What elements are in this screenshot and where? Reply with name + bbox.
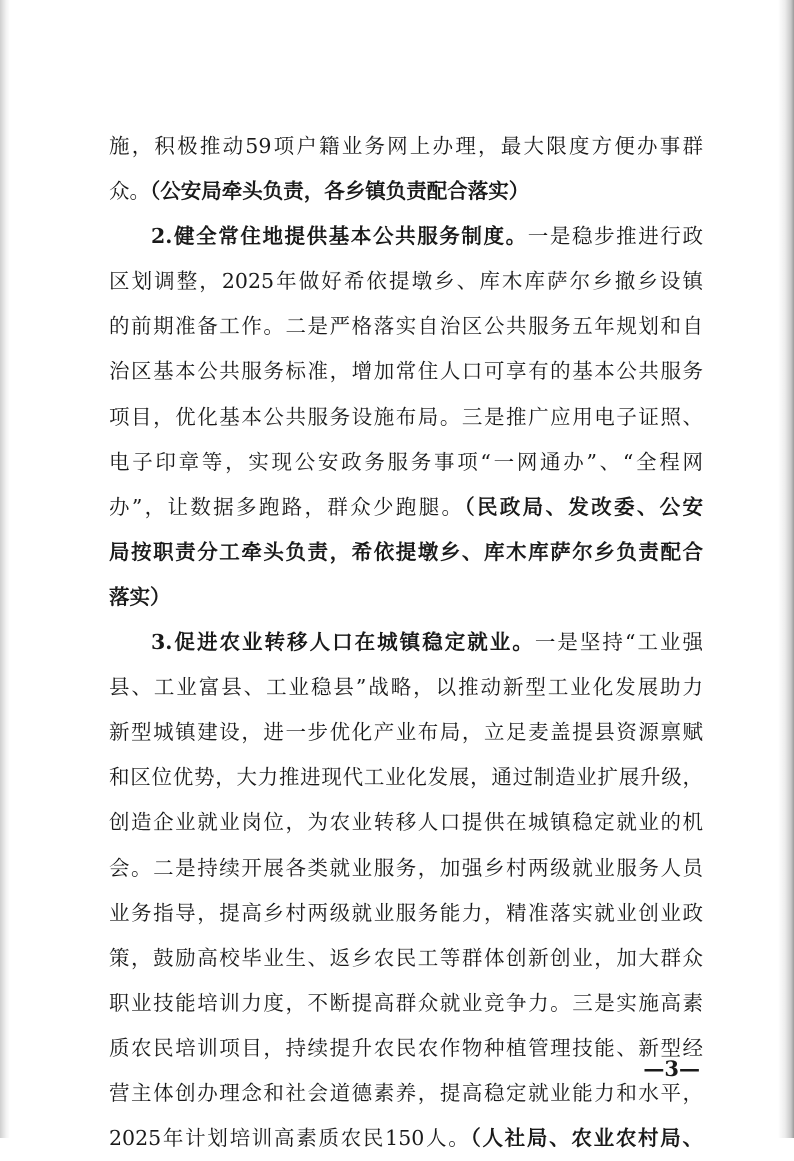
text-line: [109, 169, 703, 214]
scan-shadow-left: [0, 0, 10, 1138]
bold-text-segment: 2.健全常住地提供基本公共服务制度。: [151, 224, 528, 249]
text-line: [109, 575, 703, 620]
text-segment: 众。: [109, 179, 150, 204]
text-line: [109, 755, 703, 800]
text-segment: 电子印章等，实现公安政务服务事项“一网通办”、“全程网: [109, 449, 703, 474]
text-segment: 职业技能培训力度，不断提高群众就业竞争力。三是实施高素: [109, 990, 703, 1015]
page-number: —3—: [643, 1056, 700, 1081]
text-line: [109, 710, 703, 755]
text-line: [109, 800, 703, 845]
text-segment: 办”，让数据多跑路，群众少跑腿。: [109, 494, 465, 519]
text-segment: 质农民培训项目，持续提升农民农作物种植管理技能、新型经: [109, 1035, 703, 1060]
text-segment: 施，积极推动59项户籍业务网上办理，最大限度方便办事群: [109, 134, 703, 158]
bold-text-segment: （民政局、发改委、公安: [464, 494, 703, 519]
text-line: [109, 124, 703, 169]
text-segment: 新型城镇建设，进一步优化产业布局，立足麦盖提县资源禀赋: [109, 720, 703, 745]
document-body: [109, 124, 703, 1161]
text-line: [109, 485, 703, 530]
text-segment: 策，鼓励高校毕业生、返乡农民工等群体创新创业，加大群众: [109, 945, 703, 970]
text-line: [109, 259, 703, 304]
text-line: [109, 620, 703, 665]
bold-text-segment: （人社局、农业农村局、: [470, 1126, 703, 1151]
text-line: [109, 349, 703, 394]
text-line: [109, 1116, 703, 1161]
text-segment: 2025年计划培训高素质农民150人。: [109, 1126, 471, 1151]
text-segment: 营主体创办理念和社会道德素养，提高稳定就业能力和水平，: [109, 1080, 703, 1105]
text-line: [109, 530, 703, 575]
text-line: [109, 1071, 703, 1116]
bold-text-segment: 3.促进农业转移人口在城镇稳定就业。: [151, 630, 535, 655]
text-segment: 业务指导，提高乡村两级就业服务能力，精准落实就业创业政: [109, 900, 703, 925]
text-segment: 治区基本公共服务标准，增加常住人口可享有的基本公共服务: [109, 359, 703, 384]
text-line: [109, 936, 703, 981]
scan-shadow-right: [778, 0, 794, 1138]
text-segment: 县、工业富县、工业稳县”战略，以推动新型工业化发展助力: [109, 675, 703, 700]
text-line: [109, 981, 703, 1026]
text-line: [109, 846, 703, 891]
text-line: [109, 891, 703, 936]
text-line: [109, 214, 703, 259]
text-segment: 创造企业就业岗位，为农业转移人口提供在城镇稳定就业的机: [109, 810, 703, 835]
text-line: [109, 395, 703, 440]
text-segment: 一是稳步推进行政: [527, 224, 703, 249]
text-line: [109, 304, 703, 349]
bold-text-segment: 局按职责分工牵头负责，希依提墩乡、库木库萨尔乡负责配合: [109, 539, 703, 564]
text-segment: 和区位优势，大力推进现代工业化发展，通过制造业扩展升级，: [109, 765, 703, 790]
text-segment: 区划调整，2025年做好希依提墩乡、库木库萨尔乡撤乡设镇: [109, 269, 703, 294]
bold-text-segment: 落实）: [109, 584, 171, 609]
text-line: [109, 665, 703, 710]
text-segment: 一是坚持“工业强: [534, 630, 703, 655]
text-line: [109, 1026, 703, 1071]
text-line: [109, 440, 703, 485]
text-segment: 项目，优化基本公共服务设施布局。三是推广应用电子证照、: [109, 404, 703, 429]
text-segment: 的前期准备工作。二是严格落实自治区公共服务五年规划和自: [109, 314, 703, 339]
bold-text-segment: （公安局牵头负责，各乡镇负责配合落实）: [150, 179, 530, 204]
text-segment: 会。二是持续开展各类就业服务，加强乡村两级就业服务人员: [109, 855, 703, 880]
